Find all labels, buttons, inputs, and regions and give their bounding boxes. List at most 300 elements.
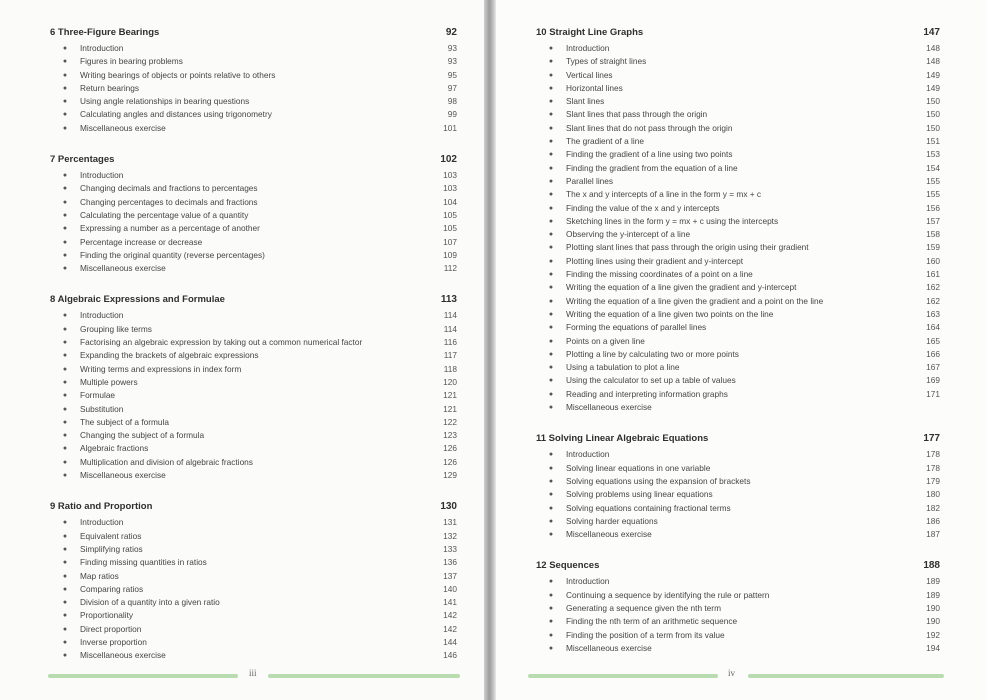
entry-title: Slant lines that pass through the origin [566, 109, 708, 120]
bullet-icon: ● [548, 284, 554, 292]
bullet-icon: ● [62, 312, 68, 320]
entry-page-number: 123 [443, 430, 457, 441]
contents-entry [536, 69, 940, 82]
entry-page-number: 146 [443, 650, 457, 661]
bullet-icon: ● [548, 504, 554, 512]
contents-entry [536, 602, 940, 615]
bullet-icon: ● [62, 612, 68, 620]
contents-entry [536, 361, 940, 374]
bullet-icon: ● [548, 377, 554, 385]
entry-title: Algebraic fractions [80, 443, 149, 454]
entry-title: Miscellaneous exercise [80, 263, 166, 274]
entry-title: Solving harder equations [566, 515, 658, 526]
entry-page-number: 166 [926, 348, 940, 359]
bullet-icon: ● [548, 271, 554, 279]
bullet-icon: ● [62, 172, 68, 180]
contents-entry [536, 388, 940, 401]
contents-entry [50, 309, 457, 322]
bullet-icon: ● [548, 390, 554, 398]
entry-page-number: 156 [926, 202, 940, 213]
entry-page-number: 153 [926, 149, 940, 160]
chapter-page-number: 102 [440, 154, 457, 166]
bullet-icon: ● [62, 124, 68, 132]
entry-title: Continuing a sequence by identifying the rule or pattern [566, 589, 770, 600]
entry-page-number: 117 [443, 350, 457, 361]
bullet-icon: ● [62, 325, 68, 333]
bullet-icon: ● [62, 265, 68, 273]
entry-page-number: 162 [926, 295, 940, 306]
bullet-icon: ● [548, 477, 554, 485]
bullet-icon: ● [62, 585, 68, 593]
entry-title: Miscellaneous exercise [80, 470, 166, 481]
bullet-icon: ● [62, 559, 68, 567]
contents-entry [50, 262, 457, 275]
contents-entry [50, 456, 457, 469]
contents-entry [536, 188, 940, 201]
entry-page-number [910, 401, 940, 414]
bullet-icon: ● [548, 191, 554, 199]
entry-title: Comparing ratios [80, 583, 144, 594]
contents-entry [50, 182, 457, 195]
chapter-heading [50, 152, 457, 168]
entry-page-number: 137 [443, 570, 457, 581]
entry-title: Finding the gradient from the equation of a line [566, 162, 738, 173]
entry-title: Solving problems using linear equations [566, 489, 713, 500]
entry-page-number: 105 [443, 209, 457, 220]
bullet-icon: ● [548, 111, 554, 119]
entry-page-number: 159 [926, 242, 940, 253]
entry-title: Reading and interpreting information graphs [566, 388, 728, 399]
entry-page-number: 167 [926, 362, 940, 373]
bullet-icon: ● [548, 350, 554, 358]
bullet-icon: ● [548, 531, 554, 539]
chapter-page-number: 147 [923, 27, 940, 38]
contents-entry [536, 241, 940, 254]
footer-rule-right-a [528, 674, 718, 678]
entry-title: Writing the equation of a line given the gradient and a point on the line [566, 295, 824, 306]
bullet-icon: ● [548, 604, 554, 612]
entry-page-number: 126 [443, 443, 457, 454]
chapter-section [536, 558, 940, 655]
chapter-heading [536, 431, 940, 447]
entry-title: Finding the gradient of a line using two points [566, 149, 733, 160]
bullet-icon: ● [548, 451, 554, 459]
entry-page-number: 161 [926, 269, 940, 280]
contents-entry [50, 609, 457, 622]
entry-page-number: 101 [443, 122, 457, 133]
bullet-icon: ● [548, 364, 554, 372]
entry-title: Inverse proportion [80, 636, 147, 647]
bullet-icon: ● [62, 98, 68, 106]
entry-page-number: 103 [443, 170, 457, 181]
entry-title: Using the calculator to set up a table of values [566, 375, 736, 386]
entry-title: Vertical lines [566, 69, 613, 80]
entry-page-number: 154 [926, 162, 940, 173]
contents-entry [50, 169, 457, 182]
contents-entry [536, 255, 940, 268]
contents-entry [50, 376, 457, 389]
entry-page-number: 157 [926, 215, 940, 226]
left-page [0, 0, 484, 700]
contents-entry [536, 401, 940, 414]
contents-entry [536, 515, 940, 528]
entry-page-number: 194 [926, 642, 940, 653]
bullet-icon: ● [62, 405, 68, 413]
entry-title: Introduction [566, 449, 610, 460]
contents-entry [536, 122, 940, 135]
bullet-icon: ● [548, 138, 554, 146]
entry-title: Horizontal lines [566, 82, 623, 93]
contents-entry [50, 516, 457, 529]
bullet-icon: ● [62, 84, 68, 92]
chapter-title: 11 Solving Linear Algebraic Equations [536, 433, 709, 445]
contents-entry [536, 335, 940, 348]
contents-entry [536, 475, 940, 488]
entry-page-number: 126 [443, 456, 457, 467]
bullet-icon: ● [62, 625, 68, 633]
bullet-icon: ● [62, 432, 68, 440]
entry-title: Introduction [80, 170, 124, 181]
bullet-icon: ● [548, 58, 554, 66]
contents-entry [536, 281, 940, 294]
bullet-icon: ● [548, 297, 554, 305]
entry-title: Introduction [566, 576, 610, 587]
entry-title: Finding the original quantity (reverse percentages) [80, 249, 265, 260]
page-folio-left: iii [249, 668, 257, 678]
bullet-icon: ● [62, 111, 68, 119]
bullet-icon: ● [62, 365, 68, 373]
bullet-icon: ● [548, 177, 554, 185]
entry-page-number: 150 [926, 96, 940, 107]
entry-page-number: 121 [443, 390, 457, 401]
entry-title: Figures in bearing problems [80, 56, 183, 67]
entry-page-number: 151 [926, 136, 940, 147]
entry-title: Introduction [566, 43, 610, 53]
chapter-title: 9 Ratio and Proportion [50, 501, 153, 513]
chapter-heading [50, 499, 457, 515]
bullet-icon: ● [62, 599, 68, 607]
entry-page-number: 103 [443, 183, 457, 194]
contents-entry [536, 148, 940, 161]
contents-entry [50, 596, 457, 609]
entry-page-number: 186 [926, 515, 940, 526]
contents-entry [536, 589, 940, 602]
contents-entry [536, 502, 940, 515]
chapter-heading [536, 25, 940, 41]
entry-page-number: 104 [443, 196, 457, 207]
page-folio-right: iv [728, 668, 736, 678]
chapter-section [50, 25, 457, 135]
contents-entry [536, 615, 940, 628]
contents-entry [536, 202, 940, 215]
bullet-icon: ● [62, 251, 68, 259]
bullet-icon: ● [548, 204, 554, 212]
bullet-icon: ● [62, 378, 68, 386]
entry-page-number: 148 [926, 56, 940, 67]
contents-entry [50, 530, 457, 543]
entry-page-number: 163 [926, 308, 940, 319]
bullet-icon: ● [62, 58, 68, 66]
bullet-icon: ● [548, 464, 554, 472]
entry-page-number: 142 [443, 623, 457, 634]
entry-title: Miscellaneous exercise [566, 529, 652, 540]
chapter-page-number: 130 [440, 501, 457, 513]
entry-title: Finding the nth term of an arithmetic sequence [566, 616, 738, 627]
entry-title: Miscellaneous exercise [566, 642, 652, 653]
bullet-icon: ● [62, 71, 68, 79]
entry-page-number: 132 [443, 530, 457, 541]
bullet-icon: ● [548, 618, 554, 626]
bullet-icon: ● [548, 337, 554, 345]
contents-entry [50, 416, 457, 429]
chapter-heading [536, 558, 940, 574]
entry-title: Writing the equation of a line given two points on the line [566, 308, 774, 319]
bullet-icon: ● [62, 445, 68, 453]
entry-title: Miscellaneous exercise [80, 122, 166, 133]
contents-entry [50, 389, 457, 402]
bullet-icon: ● [62, 225, 68, 233]
entry-title: Proportionality [80, 610, 134, 621]
entry-page-number: 171 [926, 388, 940, 399]
bullet-icon: ● [548, 231, 554, 239]
entry-page-number: 164 [926, 322, 940, 333]
chapter-page-number: 177 [923, 433, 940, 445]
entry-title: Division of a quantity into a given ratio [80, 597, 220, 608]
bullet-icon: ● [62, 198, 68, 206]
contents-entry [536, 108, 940, 121]
contents-entry [50, 469, 457, 482]
entry-page-number: 99 [447, 109, 457, 120]
entry-title: Writing bearings of objects or points relative to others [80, 69, 276, 80]
entry-page-number: 114 [443, 310, 457, 321]
bullet-icon: ● [548, 491, 554, 499]
contents-entry [536, 448, 940, 461]
contents-entry [536, 82, 940, 95]
entry-title: Finding the value of the x and y intercepts [566, 202, 720, 213]
bullet-icon: ● [548, 164, 554, 172]
entry-title: Calculating the percentage value of a quantity [80, 209, 249, 220]
entry-title: Finding the missing coordinates of a point on a line [566, 269, 753, 280]
entry-page-number: 133 [443, 543, 457, 554]
contents-entry [536, 348, 940, 361]
contents-entry [50, 583, 457, 596]
entry-title: Calculating angles and distances using trigonometry [80, 109, 272, 120]
contents-entry [50, 336, 457, 349]
bullet-icon: ● [62, 532, 68, 540]
entry-page-number: 190 [926, 616, 940, 627]
bullet-icon: ● [548, 45, 554, 52]
entry-page-number: 118 [443, 363, 457, 374]
footer-rule-left-a [48, 674, 238, 678]
entry-title: Generating a sequence given the nth term [566, 602, 721, 613]
bullet-icon: ● [548, 217, 554, 225]
entry-title: Miscellaneous exercise [80, 650, 166, 661]
chapter-page-number: 188 [923, 560, 940, 572]
bullet-icon: ● [62, 339, 68, 347]
bullet-icon: ● [62, 638, 68, 646]
contents-entry [50, 543, 457, 556]
entry-title: Finding the position of a term from its value [566, 629, 725, 640]
bullet-icon: ● [62, 572, 68, 580]
entry-page-number: 149 [926, 82, 940, 93]
entry-title: Changing percentages to decimals and fractions [80, 196, 258, 207]
entry-title: Direct proportion [80, 623, 142, 634]
entry-title: Solving equations using the expansion of brackets [566, 475, 751, 486]
entry-title: Miscellaneous exercise [566, 402, 652, 413]
entry-title: Expressing a number as a percentage of another [80, 223, 260, 234]
entry-title: Finding missing quantities in ratios [80, 557, 207, 568]
entry-title: Changing the subject of a formula [80, 430, 205, 441]
bullet-icon: ● [548, 71, 554, 79]
bullet-icon: ● [62, 185, 68, 193]
entry-title: Changing decimals and fractions to percentages [80, 183, 258, 194]
bullet-icon: ● [548, 578, 554, 586]
entry-title: Points on a given line [566, 335, 645, 346]
entry-title: Solving linear equations in one variable [566, 462, 711, 473]
contents-entry [50, 95, 457, 108]
entry-page-number: 97 [447, 82, 457, 93]
chapter-section [536, 431, 940, 541]
chapter-section [50, 499, 457, 662]
entry-page-number: 98 [447, 96, 457, 107]
contents-entry [50, 209, 457, 222]
bullet-icon: ● [62, 418, 68, 426]
bullet-icon: ● [62, 472, 68, 480]
contents-entry [536, 42, 940, 55]
entry-page-number: 109 [443, 249, 457, 260]
contents-entry [536, 228, 940, 241]
bullet-icon: ● [62, 238, 68, 246]
contents-entry [536, 462, 940, 475]
bullet-icon: ● [548, 591, 554, 599]
chapter-title: 12 Sequences [536, 560, 600, 572]
chapter-heading [50, 25, 457, 41]
chapter-page-number: 113 [440, 294, 457, 306]
entry-title: Observing the y-intercept of a line [566, 229, 691, 240]
entry-page-number: 148 [926, 43, 940, 53]
entry-title: Substitution [80, 403, 124, 414]
entry-page-number: 112 [443, 263, 457, 274]
entry-page-number: 182 [926, 502, 940, 513]
entry-title: Multiple powers [80, 376, 138, 387]
entry-title: Writing the equation of a line given the gradient and y-intercept [566, 282, 797, 293]
bullet-icon: ● [62, 45, 68, 52]
bullet-icon: ● [62, 545, 68, 553]
contents-entry [50, 636, 457, 649]
entry-page-number: 190 [926, 602, 940, 613]
entry-title: Formulae [80, 390, 116, 401]
contents-entry [536, 528, 940, 541]
entry-title: Plotting lines using their gradient and y-intercept [566, 255, 744, 266]
entry-title: Slant lines [566, 96, 605, 107]
bullet-icon: ● [62, 458, 68, 466]
contents-entry [536, 135, 940, 148]
entry-title: Writing terms and expressions in index form [80, 363, 242, 374]
entry-page-number: 141 [443, 597, 457, 608]
right-page [496, 0, 986, 700]
contents-entry [536, 575, 940, 588]
entry-page-number: 178 [926, 449, 940, 460]
chapter-page-number: 92 [445, 27, 457, 38]
entry-title: Using angle relationships in bearing questions [80, 96, 250, 107]
entry-title: Introduction [80, 517, 124, 528]
contents-entry [536, 629, 940, 642]
contents-entry [50, 649, 457, 662]
contents-entry [50, 55, 457, 68]
chapter-section [50, 292, 457, 482]
entry-page-number: 129 [443, 470, 457, 481]
contents-entry [50, 323, 457, 336]
entry-page-number: 131 [443, 517, 457, 528]
contents-entry [50, 556, 457, 569]
contents-entry [536, 268, 940, 281]
contents-entry [50, 222, 457, 235]
contents-entry [50, 442, 457, 455]
entry-title: Sketching lines in the form y = mx + c using the intercepts [566, 215, 779, 226]
contents-entry [50, 122, 457, 135]
bullet-icon: ● [548, 310, 554, 318]
bullet-icon: ● [548, 324, 554, 332]
bullet-icon: ● [548, 631, 554, 639]
entry-title: Using a tabulation to plot a line [566, 362, 680, 373]
entry-page-number: 162 [926, 282, 940, 293]
bullet-icon: ● [62, 352, 68, 360]
entry-title: Solving equations containing fractional terms [566, 502, 731, 513]
entry-page-number: 179 [926, 475, 940, 486]
entry-title: Factorising an algebraic expression by taking out a common numerical factor [80, 337, 363, 348]
entry-title: Return bearings [80, 82, 140, 93]
contents-entry [50, 236, 457, 249]
contents-entry [50, 69, 457, 82]
entry-page-number: 189 [926, 576, 940, 587]
entry-title: Plotting a line by calculating two or more points [566, 348, 739, 359]
entry-page-number: 93 [447, 56, 457, 67]
entry-title: Forming the equations of parallel lines [566, 322, 707, 333]
entry-title: Multiplication and division of algebraic fractions [80, 456, 253, 467]
entry-title: Parallel lines [566, 175, 614, 186]
entry-page-number: 178 [926, 462, 940, 473]
entry-title: Slant lines that do not pass through the origin [566, 122, 733, 133]
contents-entry [536, 321, 940, 334]
contents-entry [536, 162, 940, 175]
bullet-icon: ● [548, 404, 554, 412]
bullet-icon: ● [548, 644, 554, 652]
entry-page-number: 120 [443, 376, 457, 387]
entry-page-number: 150 [926, 122, 940, 133]
bullet-icon: ● [548, 98, 554, 106]
entry-page-number: 187 [926, 529, 940, 540]
entry-title: Equivalent ratios [80, 530, 142, 541]
entry-page-number: 158 [926, 229, 940, 240]
chapter-section [50, 152, 457, 275]
bullet-icon: ● [62, 652, 68, 660]
entry-page-number: 149 [926, 69, 940, 80]
book-gutter [484, 0, 496, 700]
chapter-title: 6 Three-Figure Bearings [50, 27, 160, 38]
contents-entry [536, 374, 940, 387]
entry-page-number: 107 [443, 236, 457, 247]
entry-page-number: 122 [443, 416, 457, 427]
contents-entry [50, 429, 457, 442]
entry-title: Introduction [80, 310, 124, 321]
footer-rule-left-b [268, 674, 460, 678]
contents-entry [50, 82, 457, 95]
right-contents-column [536, 25, 940, 672]
bullet-icon: ● [548, 124, 554, 132]
contents-entry [50, 403, 457, 416]
contents-entry [536, 175, 940, 188]
entry-title: Grouping like terms [80, 323, 152, 334]
